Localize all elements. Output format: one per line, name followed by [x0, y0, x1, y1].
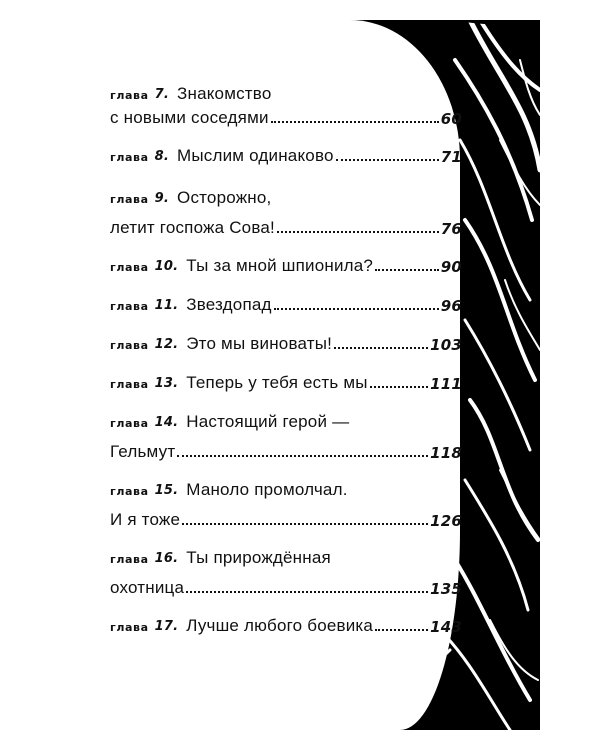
page-number: 143 — [430, 618, 462, 636]
dot-leader — [334, 347, 428, 349]
chapter-label: глава — [110, 621, 149, 634]
toc-entry-chapter-11[interactable] — [110, 291, 462, 315]
toc-entry-chapter-10[interactable] — [110, 252, 462, 276]
chapter-title: Настоящий герой — — [186, 412, 350, 431]
toc-entry-chapter-9[interactable] — [110, 184, 462, 238]
chapter-title: Звездопад — [186, 295, 272, 314]
toc-entry-chapter-8[interactable] — [110, 142, 462, 166]
page-number: 71 — [440, 148, 462, 166]
toc-entry-chapter-13[interactable] — [110, 369, 462, 393]
chapter-label: глава — [110, 89, 149, 102]
chapter-number: 15. — [154, 483, 179, 498]
chapter-title-continued: охотница — [110, 578, 185, 597]
dot-leader — [375, 629, 428, 631]
chapter-number: 7. — [154, 87, 170, 102]
chapter-title-continued: И я тоже — [110, 510, 181, 529]
chapter-label: глава — [110, 485, 149, 498]
dot-leader — [277, 231, 439, 233]
dot-leader — [186, 591, 428, 593]
chapter-number: 11. — [154, 298, 179, 313]
page-number: 76 — [440, 220, 462, 238]
chapter-number: 17. — [154, 619, 179, 634]
chapter-label: глава — [110, 417, 149, 430]
chapter-number: 16. — [154, 551, 179, 566]
chapter-label: глава — [110, 378, 149, 391]
dot-leader — [182, 523, 428, 525]
chapter-title-continued: Гельмут — [110, 442, 176, 461]
table-of-contents — [110, 80, 462, 636]
chapter-label: глава — [110, 553, 149, 566]
toc-entry-chapter-7[interactable] — [110, 80, 462, 128]
toc-entry-chapter-17[interactable] — [110, 612, 462, 636]
page-number: 103 — [430, 336, 462, 354]
page-number: 60 — [440, 110, 462, 128]
chapter-number: 12. — [154, 337, 179, 352]
dot-leader — [177, 455, 428, 457]
dot-leader — [375, 269, 439, 271]
chapter-label: глава — [110, 339, 149, 352]
chapter-title: Теперь у тебя есть мы — [186, 373, 368, 392]
chapter-title: Это мы виноваты! — [186, 334, 333, 353]
chapter-label: глава — [110, 300, 149, 313]
chapter-number: 9. — [154, 191, 170, 206]
toc-entry-chapter-14[interactable] — [110, 408, 462, 462]
page-number: 135 — [430, 580, 462, 598]
toc-entry-chapter-16[interactable] — [110, 544, 462, 598]
chapter-number: 10. — [154, 259, 179, 274]
page-number: 118 — [430, 444, 462, 462]
chapter-title: Осторожно, — [177, 188, 272, 207]
chapter-label: глава — [110, 151, 149, 164]
dot-leader — [271, 121, 439, 123]
chapter-label: глава — [110, 193, 149, 206]
chapter-title: Знакомство — [177, 84, 272, 103]
chapter-title: Маноло промолчал. — [186, 480, 348, 499]
dot-leader — [370, 386, 428, 388]
chapter-number: 8. — [154, 149, 170, 164]
page-number: 96 — [440, 297, 462, 315]
page-number: 126 — [430, 512, 462, 530]
chapter-title-continued: с новыми соседями — [110, 108, 269, 127]
chapter-title-continued: летит госпожа Сова! — [110, 218, 275, 237]
chapter-number: 13. — [154, 376, 179, 391]
chapter-label: глава — [110, 261, 149, 274]
chapter-title: Ты за мной шпионила? — [186, 256, 374, 275]
dot-leader — [274, 308, 439, 310]
chapter-title: Лучше любого боевика — [186, 616, 374, 635]
dot-leader — [336, 159, 439, 161]
chapter-title: Ты прирождённая — [186, 548, 331, 567]
toc-entry-chapter-15[interactable] — [110, 476, 462, 530]
chapter-title: Мыслим одинаково — [177, 146, 334, 165]
chapter-number: 14. — [154, 415, 179, 430]
page-number: 111 — [430, 375, 462, 393]
toc-entry-chapter-12[interactable] — [110, 330, 462, 354]
page-number: 90 — [440, 258, 462, 276]
